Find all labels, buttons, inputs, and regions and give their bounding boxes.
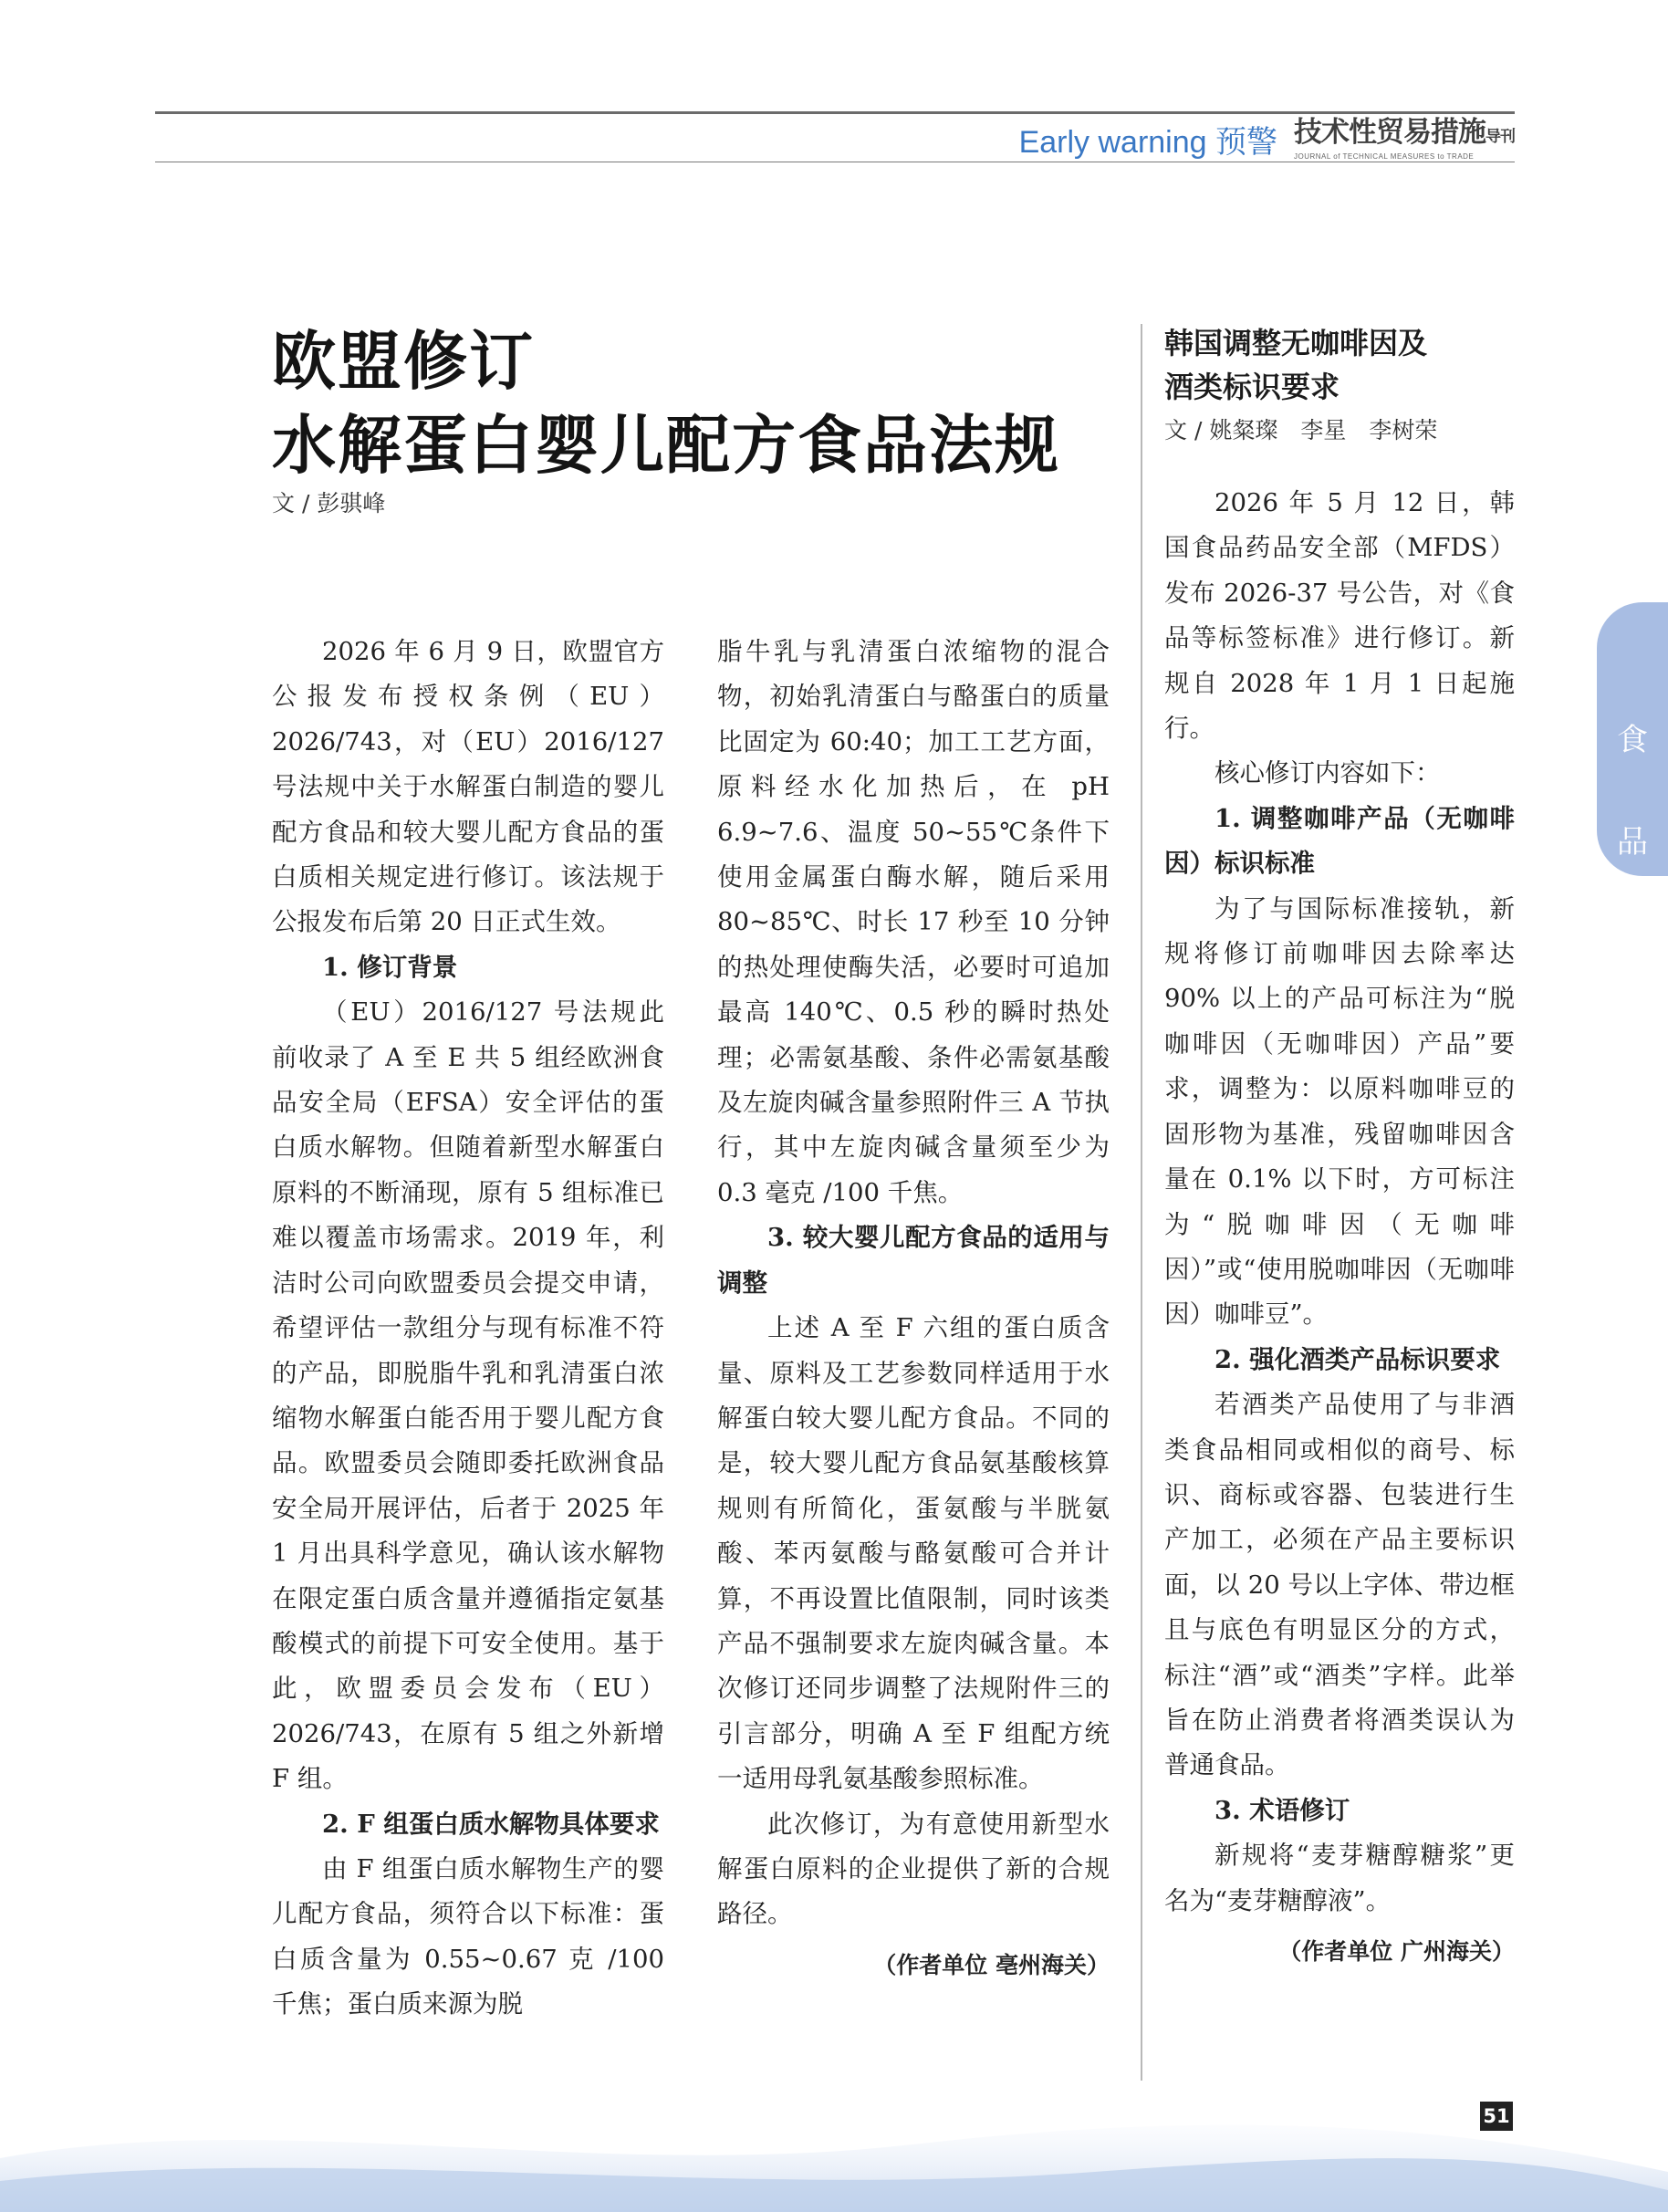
author-affiliation: （作者单位 亳州海关） [873, 1951, 1110, 1978]
article-column-1 [272, 630, 664, 2028]
section-heading: 2. F 组蛋白质水解物具体要求 [322, 1809, 660, 1839]
section-heading: 3. 较大婴儿配方食品的适用与调整 [717, 1223, 1110, 1298]
sidebar-title-line1: 韩国调整无咖啡因及 [1164, 326, 1428, 360]
column-divider [1141, 324, 1142, 2081]
section-tab-text [1597, 689, 1668, 893]
section-tab-char-2: 品 [1617, 824, 1648, 861]
sidebar-article-title [1164, 321, 1529, 409]
page-number: 51 [1480, 2102, 1513, 2131]
paragraph: 若酒类产品使用了与非酒类食品相同或相似的商号、标识、商标或容器、包装进行生产加工，必须在产品主要标识面，以 20 号以上字体、带边框且与底色有明显区分的方式，标注“酒”或“酒类”字样。此举旨在防止消费者将酒类误认为普通食品。 [1164, 1390, 1515, 1780]
journal-logo [1294, 117, 1515, 161]
section-label: Early warning 预警 [1018, 124, 1277, 160]
paragraph: 2026 年 5 月 12 日，韩国食品药品安全部（MFDS）发布 2026-37 号公告，对《食品等标签标准》进行修订。新规自 2028 年 1 月 1 日起施行。 [1164, 488, 1515, 744]
paragraph: 由 F 组蛋白质水解物生产的婴儿配方食品，须符合以下标准：蛋白质含量为 0.55~0.67 克 /100 千焦；蛋白质来源为脱 [272, 1853, 664, 2019]
section-heading: 2. 强化酒类产品标识要求 [1215, 1344, 1501, 1374]
article-column-2 [717, 630, 1110, 1988]
article-author: 文 / 彭骐峰 [272, 490, 386, 516]
paragraph: 此次修订，为有意使用新型水解蛋白原料的企业提供了新的合规路径。 [717, 1809, 1110, 1929]
section-heading: 1. 调整咖啡产品（无咖啡因）标识标准 [1164, 803, 1515, 879]
paragraph: 上述 A 至 F 六组的蛋白质含量、原料及工艺参数同样适用于水解蛋白较大婴儿配方食品。不同的是，较大婴儿配方食品氨基酸核算规则有所简化，蛋氨酸与半胱氨酸、苯丙氨酸与酪氨酸可合并计算，不再设置比值限制，同时该类产品不强制要求左旋肉碱含量。本次修订还同步调整了法规附件三的引言部分，明确 A 至 F 组配方统一适用母乳氨基酸参照标准。 [717, 1313, 1110, 1794]
article-title-line1: 欧盟修订 [272, 324, 535, 399]
journal-subtitle: JOURNAL of TECHNICAL MEASURES to TRADE [1294, 152, 1475, 161]
paragraph: 2026 年 6 月 9 日，欧盟官方公报发布授权条例（EU）2026/743，对（EU）2016/127 号法规中关于水解蛋白制造的婴儿配方食品和较大婴儿配方食品的蛋白质相关规定进行修订。该法规于公报发布后第 20 日正式生效。 [272, 637, 664, 937]
header-rule-top [155, 111, 1515, 114]
page-header [1019, 117, 1515, 161]
paragraph: 脂牛乳与乳清蛋白浓缩物的混合物，初始乳清蛋白与酪蛋白的质量比固定为 60:40；加工工艺方面，原料经水化加热后，在 pH 6.9~7.6、温度 50~55℃条件下使用金属蛋白酶水解，随后采用 80~85℃、时长 17 秒至 10 分钟的热处理使酶失活，必要时可追加最高 140℃、0.5 秒的瞬时热处理；必需氨基酸、条件必需氨基酸及左旋肉碱含量参照附件三 A 节执行，其中左旋肉碱含量须至少为 0.3 毫克 /100 千焦。 [717, 637, 1110, 1207]
paragraph: （EU）2016/127 号法规此前收录了 A 至 E 共 5 组经欧洲食品安全局（EFSA）安全评估的蛋白质水解物。但随着新型水解蛋白原料的不断涌现，原有 5 组标准已难以覆盖市场需求。2019 年，利洁时公司向欧盟委员会提交申请，希望评估一款组分与现有标准不符的产品，即脱脂牛乳和乳清蛋白浓缩物水解蛋白能否用于婴儿配方食品。欧盟委员会随即委托欧洲食品安全局开展评估，后者于 2025 年 1 月出具科学意见，确认该水解物在限定蛋白质含量并遵循指定氨基酸模式的前提下可安全使用。基于此，欧盟委员会发布（EU）2026/743，在原有 5 组之外新增 F 组。 [272, 997, 664, 1794]
paragraph: 核心修订内容如下： [1215, 758, 1441, 788]
paragraph: 新规将“麦芽糖醇糖浆”更名为“麦芽糖醇液”。 [1164, 1841, 1515, 1915]
paragraph: 为了与国际标准接轨，新规将修订前咖啡因去除率达 90% 以上的产品可标注为“脱咖啡因（无咖啡因）产品”要求，调整为：以原料咖啡豆的固形物为基准，残留咖啡因含量在 0.1% 以下时，方可标注为“脱咖啡因（无咖啡因）”或“使用脱咖啡因（无咖啡因）咖啡豆”。 [1164, 893, 1515, 1330]
journal-name: 技术性贸易措施 [1294, 116, 1486, 149]
article-title-line2: 水解蛋白婴儿配方食品法规 [272, 408, 1060, 483]
sidebar-article-column [1164, 481, 1515, 1974]
sidebar-title-line2: 酒类标识要求 [1164, 370, 1340, 404]
section-heading: 1. 修订背景 [322, 952, 458, 982]
journal-suffix: 导刊 [1486, 128, 1515, 146]
section-tab-char-1: 食 [1617, 722, 1648, 758]
decorative-wave-footer [0, 2071, 1668, 2212]
author-affiliation: （作者单位 广州海关） [1278, 1938, 1515, 1965]
article-title [272, 319, 1139, 487]
sidebar-article-author: 文 / 姚粲璨 李星 李树荣 [1164, 417, 1438, 443]
section-heading: 3. 术语修订 [1215, 1795, 1350, 1825]
